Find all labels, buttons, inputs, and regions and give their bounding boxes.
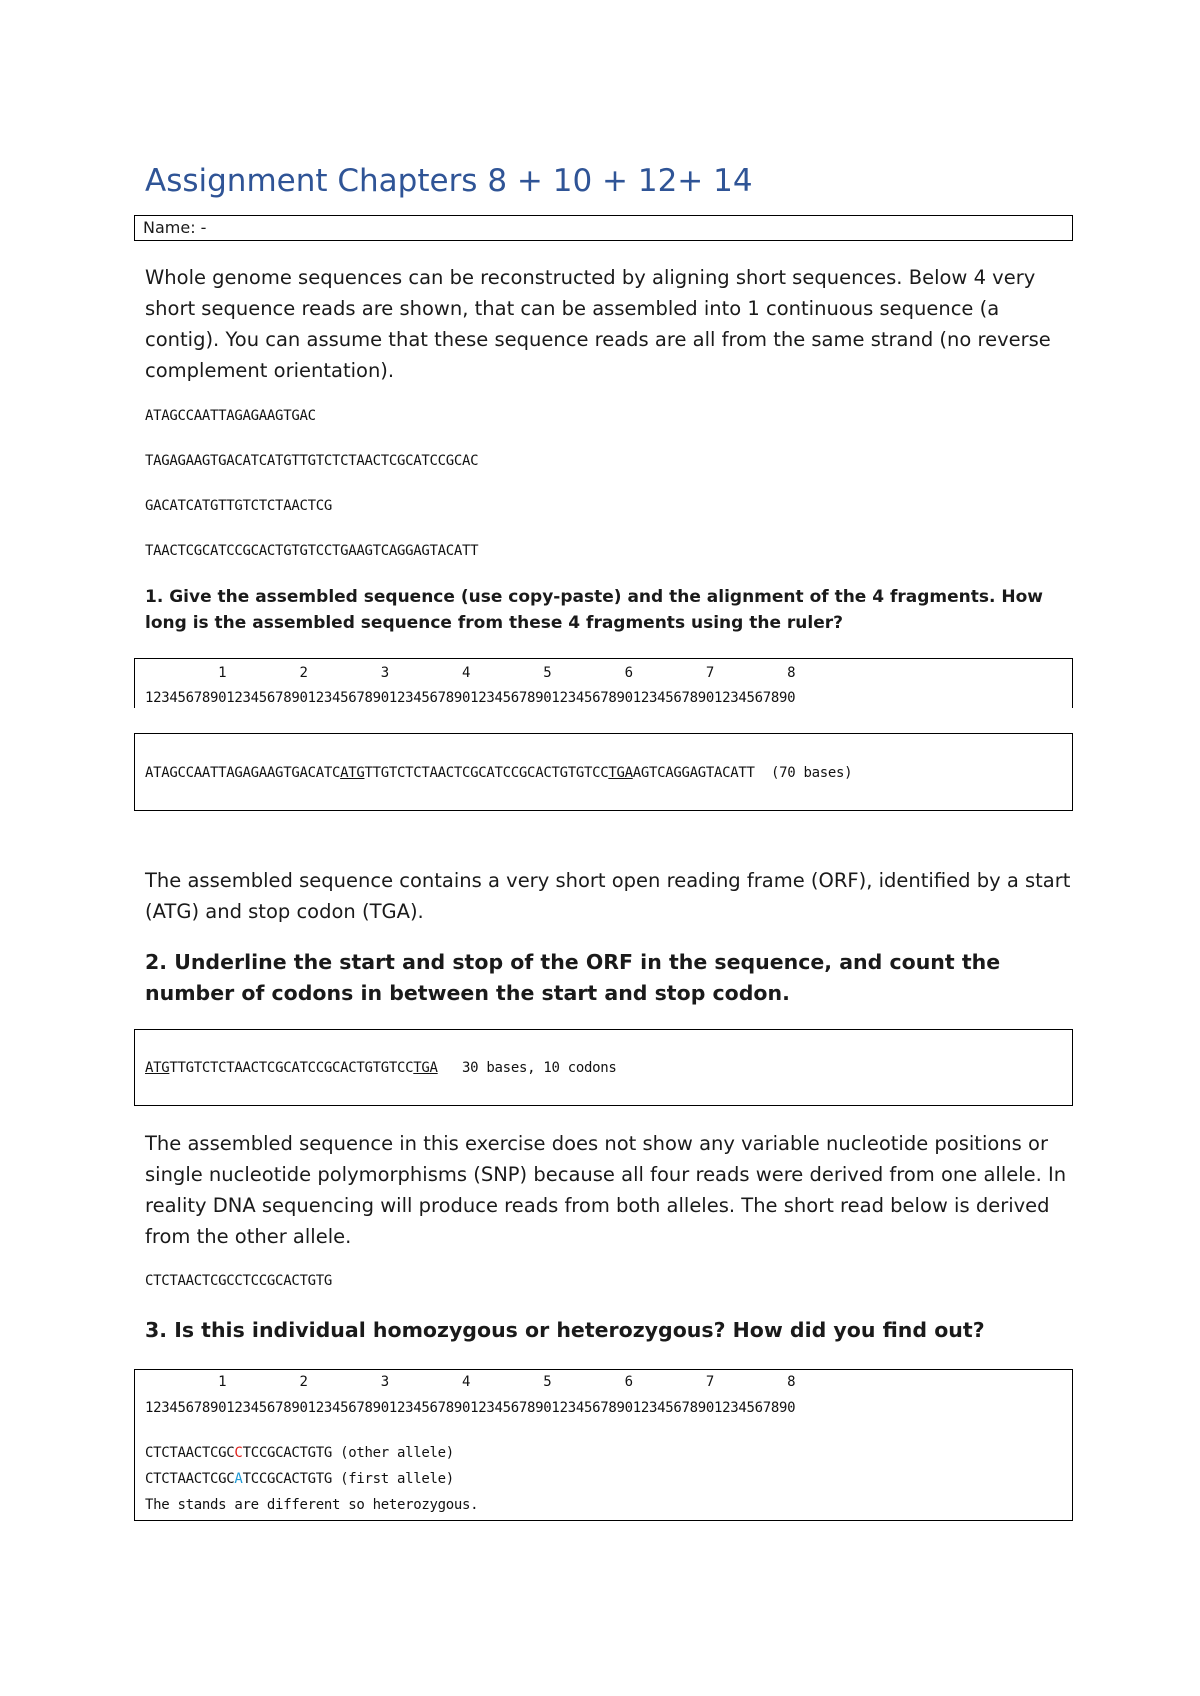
- assembled-sequence: [145, 765, 852, 781]
- intro-paragraph: Whole genome sequences can be reconstructed by aligning short sequences. Below 4 very short sequence reads are shown, that can be assembled into 1 continuous sequence (a contig). You can assume that these sequence reads are all from the same strand (no reverse complement orientation).: [145, 266, 1051, 382]
- read-3: GACATCATGTTGTCTCTAACTCG: [145, 498, 332, 514]
- sequence-part: TCCGCACTGTG (other allele): [242, 1445, 454, 1461]
- snp-paragraph: The assembled sequence in this exercise does not show any variable nucleotide positions or single nucleotide polymorphisms (SNP) because all four reads were derived from one allele. In reality DNA sequencing will produce reads from both alleles. The short read below is derived from the other allele.: [145, 1132, 1067, 1248]
- ruler-units: 12345678901234567890123456789012345678901234567890123456789012345678901234567890: [145, 690, 796, 706]
- sequence-part: CTCTAACTCGC: [145, 1471, 235, 1487]
- ruler-tens: 1 2 3 4 5 6 7 8: [145, 1374, 796, 1390]
- read-1: ATAGCCAATTAGAGAAGTGAC: [145, 408, 316, 424]
- orf-sequence: [145, 1060, 617, 1076]
- stop-codon: TGA: [608, 765, 633, 781]
- question-2: 2. Underline the start and stop of the ORF in the sequence, and count the number of codons in between the start and stop codon.: [145, 950, 1001, 1005]
- name-label: Name: -: [143, 218, 207, 237]
- conclusion-line: The stands are different so heterozygous.: [145, 1497, 479, 1513]
- ruler-tens: 1 2 3 4 5 6 7 8: [145, 665, 796, 681]
- ruler-box: [134, 658, 1073, 708]
- answer-2-box[interactable]: [134, 1029, 1073, 1106]
- length-note: (70 bases): [754, 765, 853, 781]
- first-allele-line: [145, 1471, 454, 1487]
- answer-3-box[interactable]: [134, 1369, 1073, 1521]
- start-codon: ATG: [340, 765, 365, 781]
- read-4: TAACTCGCATCCGCACTGTGTCCTGAAGTCAGGAGTACATT: [145, 543, 479, 559]
- snp-base-first: A: [234, 1471, 243, 1487]
- sequence-part: TTGTCTCTAACTCGCATCCGCACTGTGTCC: [169, 1060, 414, 1076]
- sequence-part: AGTCAGGAGTACATT: [632, 765, 755, 781]
- ruler-units: 12345678901234567890123456789012345678901234567890123456789012345678901234567890: [145, 1400, 796, 1416]
- other-allele-line: [145, 1445, 454, 1461]
- start-codon: ATG: [145, 1060, 170, 1076]
- stop-codon: TGA: [413, 1060, 438, 1076]
- orf-paragraph: The assembled sequence contains a very short open reading frame (ORF), identified by a start (ATG) and stop codon (TGA).: [145, 869, 1071, 923]
- read-2: TAGAGAAGTGACATCATGTTGTCTCTAACTCGCATCCGCAC: [145, 453, 479, 469]
- other-allele-read: CTCTAACTCGCCTCCGCACTGTG: [145, 1273, 332, 1289]
- sequence-part: TTGTCTCTAACTCGCATCCGCACTGTGTCC: [364, 765, 609, 781]
- sequence-part: TCCGCACTGTG (first allele): [242, 1471, 454, 1487]
- page-title: Assignment Chapters 8 + 10 + 12+ 14: [145, 163, 753, 199]
- snp-base-other: C: [234, 1445, 243, 1461]
- sequence-part: ATAGCCAATTAGAGAAGTGACATC: [145, 765, 341, 781]
- codon-count-note: 30 bases, 10 codons: [437, 1060, 617, 1076]
- sequence-part: CTCTAACTCGC: [145, 1445, 235, 1461]
- question-1: 1. Give the assembled sequence (use copy-paste) and the alignment of the 4 fragments. How long is the assembled sequence from these 4 fragments using the ruler?: [145, 587, 1043, 633]
- question-3: 3. Is this individual homozygous or heterozygous? How did you find out?: [145, 1318, 985, 1342]
- name-field[interactable]: [134, 215, 1073, 241]
- answer-1-box[interactable]: [134, 733, 1073, 811]
